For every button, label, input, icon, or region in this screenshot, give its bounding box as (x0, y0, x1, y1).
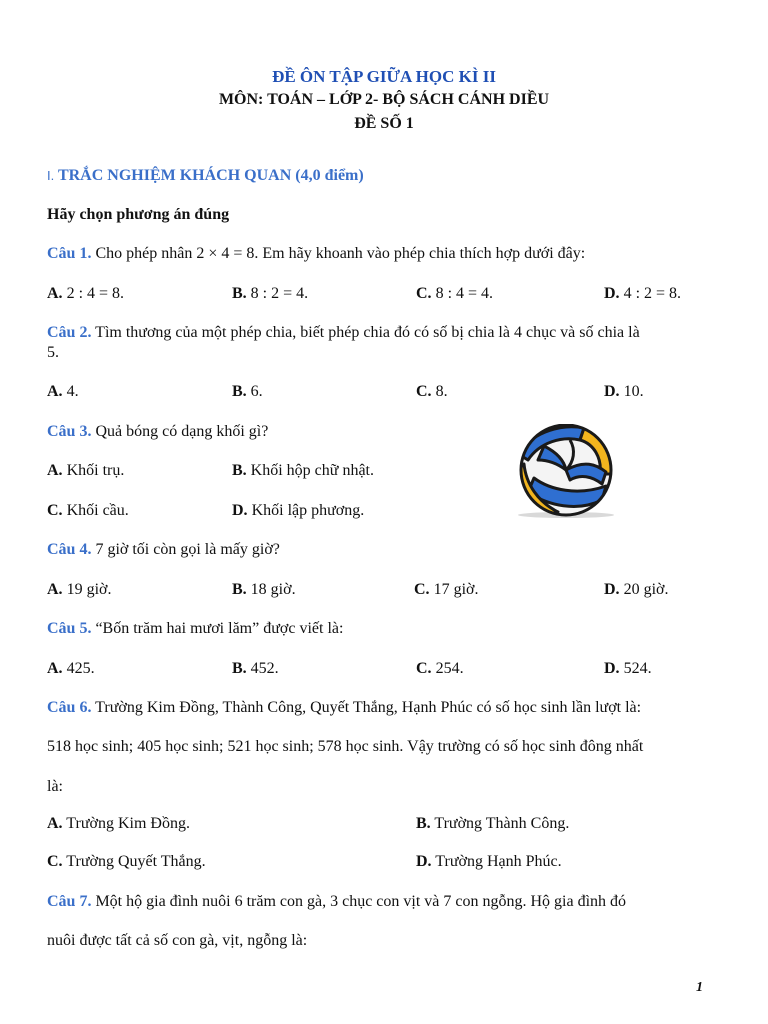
question-3 (47, 423, 268, 441)
q6-option-a: A. Trường Kim Đồng. (47, 815, 190, 832)
q2-option-b: B. 6. (232, 383, 263, 400)
q1-option-c: C. 8 : 4 = 4. (416, 285, 494, 302)
question-text: Trường Kim Đồng, Thành Công, Quyết Thắng, Hạnh Phúc có số học sinh lần lượt là: (91, 699, 642, 716)
document-subject: MÔN: TOÁN – LỚP 2- BỘ SÁCH CÁNH DIỀU (218, 91, 550, 108)
section-roman: I. (47, 168, 55, 183)
question-6-continued-2: là: (47, 778, 63, 795)
section-heading (47, 167, 364, 185)
q2-option-d: D. 10. (604, 383, 644, 400)
q3-option-d: D. Khối lập phương. (232, 502, 365, 519)
q3-option-a: A. Khối trụ. (47, 462, 125, 479)
q3-option-b: B. Khối hộp chữ nhật. (232, 462, 374, 479)
question-text: Tìm thương của một phép chia, biết phép chia đó có số bị chia là 4 chục và số chia là (91, 324, 640, 341)
question-text: Một hộ gia đình nuôi 6 trăm con gà, 3 chục con vịt và 7 con ngỗng. Hộ gia đình đó (91, 893, 627, 910)
q5-option-d: D. 524. (604, 660, 652, 677)
instruction-text: Hãy chọn phương án đúng (47, 206, 230, 223)
question-7-continued: nuôi được tất cả số con gà, vịt, ngỗng là: (47, 932, 308, 949)
volleyball-illustration (514, 424, 618, 520)
question-4 (47, 541, 280, 559)
q2-option-c: C. 8. (416, 383, 448, 400)
question-label: Câu 2. (47, 324, 92, 341)
question-label: Câu 3. (47, 423, 92, 440)
question-text: 7 giờ tối còn gọi là mấy giờ? (91, 541, 280, 558)
question-2-continued: 5. (47, 344, 59, 361)
question-label: Câu 4. (47, 541, 92, 558)
question-2 (47, 324, 640, 342)
question-label: Câu 1. (47, 245, 92, 262)
question-7 (47, 893, 626, 911)
question-text: “Bốn trăm hai mươi lăm” được viết là: (91, 620, 344, 637)
question-label: Câu 6. (47, 699, 92, 716)
q5-option-a: A. 425. (47, 660, 95, 677)
question-text: Cho phép nhân 2 × 4 = 8. Em hãy khoanh vào phép chia thích hợp dưới đây: (91, 245, 586, 262)
q6-option-c: C. Trường Quyết Thắng. (47, 853, 206, 870)
q4-option-b: B. 18 giờ. (232, 581, 296, 598)
q5-option-b: B. 452. (232, 660, 279, 677)
question-6-continued: 518 học sinh; 405 học sinh; 521 học sinh; 578 học sinh. Vậy trường có số học sinh đông nhất (47, 738, 644, 755)
q2-option-a: A. 4. (47, 383, 79, 400)
q4-option-a: A. 19 giờ. (47, 581, 112, 598)
q1-option-d: D. 4 : 2 = 8. (604, 285, 682, 302)
document-number: ĐỀ SỐ 1 (354, 115, 414, 132)
q5-option-c: C. 254. (416, 660, 464, 677)
q4-option-c: C. 17 giờ. (414, 581, 479, 598)
section-title: TRẮC NGHIỆM KHÁCH QUAN (4,0 điểm) (54, 167, 364, 184)
document-title: ĐỀ ÔN TẬP GIỮA HỌC KÌ II (272, 67, 496, 86)
q3-option-c: C. Khối cầu. (47, 502, 129, 519)
question-label: Câu 7. (47, 893, 92, 910)
q1-option-b: B. 8 : 2 = 4. (232, 285, 309, 302)
q1-option-a: A. 2 : 4 = 8. (47, 285, 125, 302)
question-text: Quả bóng có dạng khối gì? (91, 423, 269, 440)
question-label: Câu 5. (47, 620, 92, 637)
q6-option-d: D. Trường Hạnh Phúc. (416, 853, 562, 870)
page-number: 1 (696, 980, 703, 995)
question-6 (47, 699, 641, 717)
question-1 (47, 245, 585, 263)
q6-option-b: B. Trường Thành Công. (416, 815, 570, 832)
q4-option-d: D. 20 giờ. (604, 581, 669, 598)
question-5 (47, 620, 343, 638)
